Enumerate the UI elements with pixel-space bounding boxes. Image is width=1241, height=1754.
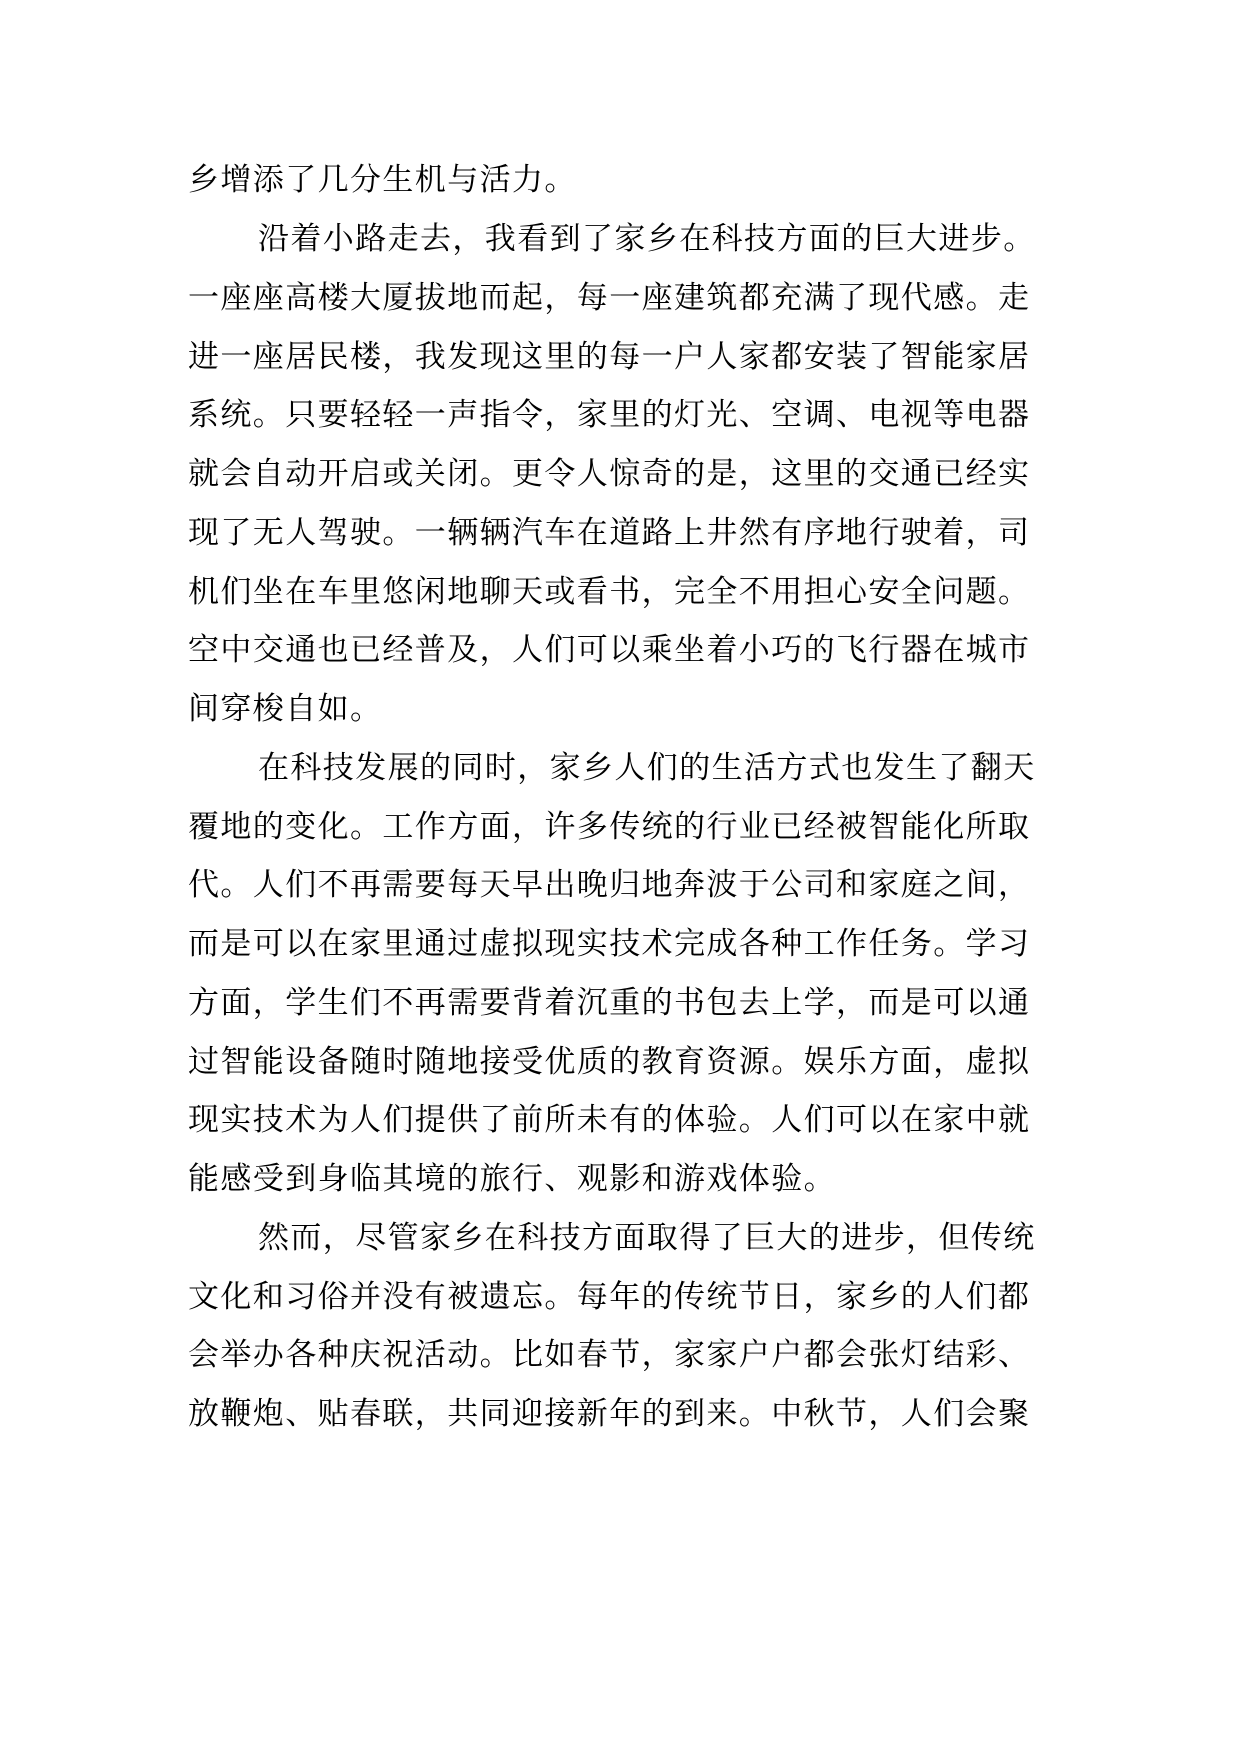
text-line: 方面，学生们不再需要背着沉重的书包去上学，而是可以通 — [188, 985, 1031, 1021]
text-line: 机们坐在车里悠闲地聊天或看书，完全不用担心安全问题。 — [188, 574, 1031, 610]
text-line: 就会自动开启或关闭。更令人惊奇的是，这里的交通已经实 — [188, 456, 1031, 492]
text-line: 文化和习俗并没有被遗忘。每年的传统节日，家乡的人们都 — [188, 1279, 1031, 1315]
text-line: 现了无人驾驶。一辆辆汽车在道路上井然有序地行驶着，司 — [188, 515, 1031, 551]
text-line: 间穿梭自如。 — [188, 691, 383, 727]
text-line: 系统。只要轻轻一声指令，家里的灯光、空调、电视等电器 — [188, 397, 1031, 433]
text-line: 过智能设备随时随地接受优质的教育资源。娱乐方面，虚拟 — [188, 1044, 1031, 1080]
text-line: 现实技术为人们提供了前所未有的体验。人们可以在家中就 — [188, 1102, 1031, 1138]
paragraph-start-line: 沿着小路走去，我看到了家乡在科技方面的巨大进步。 — [258, 221, 1036, 257]
text-line: 空中交通也已经普及，人们可以乘坐着小巧的飞行器在城市 — [188, 632, 1031, 668]
text-line: 代。人们不再需要每天早出晚归地奔波于公司和家庭之间， — [188, 867, 1031, 903]
text-line: 进一座居民楼，我发现这里的每一户人家都安装了智能家居 — [188, 339, 1031, 375]
text-line: 乡增添了几分生机与活力。 — [188, 162, 577, 198]
paragraph-start-line: 在科技发展的同时，家乡人们的生活方式也发生了翻天 — [258, 750, 1036, 786]
text-line: 能感受到身临其境的旅行、观影和游戏体验。 — [188, 1161, 836, 1197]
text-line: 而是可以在家里通过虚拟现实技术完成各种工作任务。学习 — [188, 926, 1031, 962]
text-line: 覆地的变化。工作方面，许多传统的行业已经被智能化所取 — [188, 809, 1031, 845]
text-line: 会举办各种庆祝活动。比如春节，家家户户都会张灯结彩、 — [188, 1337, 1031, 1373]
text-line: 放鞭炮、贴春联，共同迎接新年的到来。中秋节，人们会聚 — [188, 1396, 1031, 1432]
text-line: 一座座高楼大厦拔地而起，每一座建筑都充满了现代感。走 — [188, 280, 1031, 316]
paragraph-start-line: 然而，尽管家乡在科技方面取得了巨大的进步，但传统 — [258, 1220, 1036, 1256]
